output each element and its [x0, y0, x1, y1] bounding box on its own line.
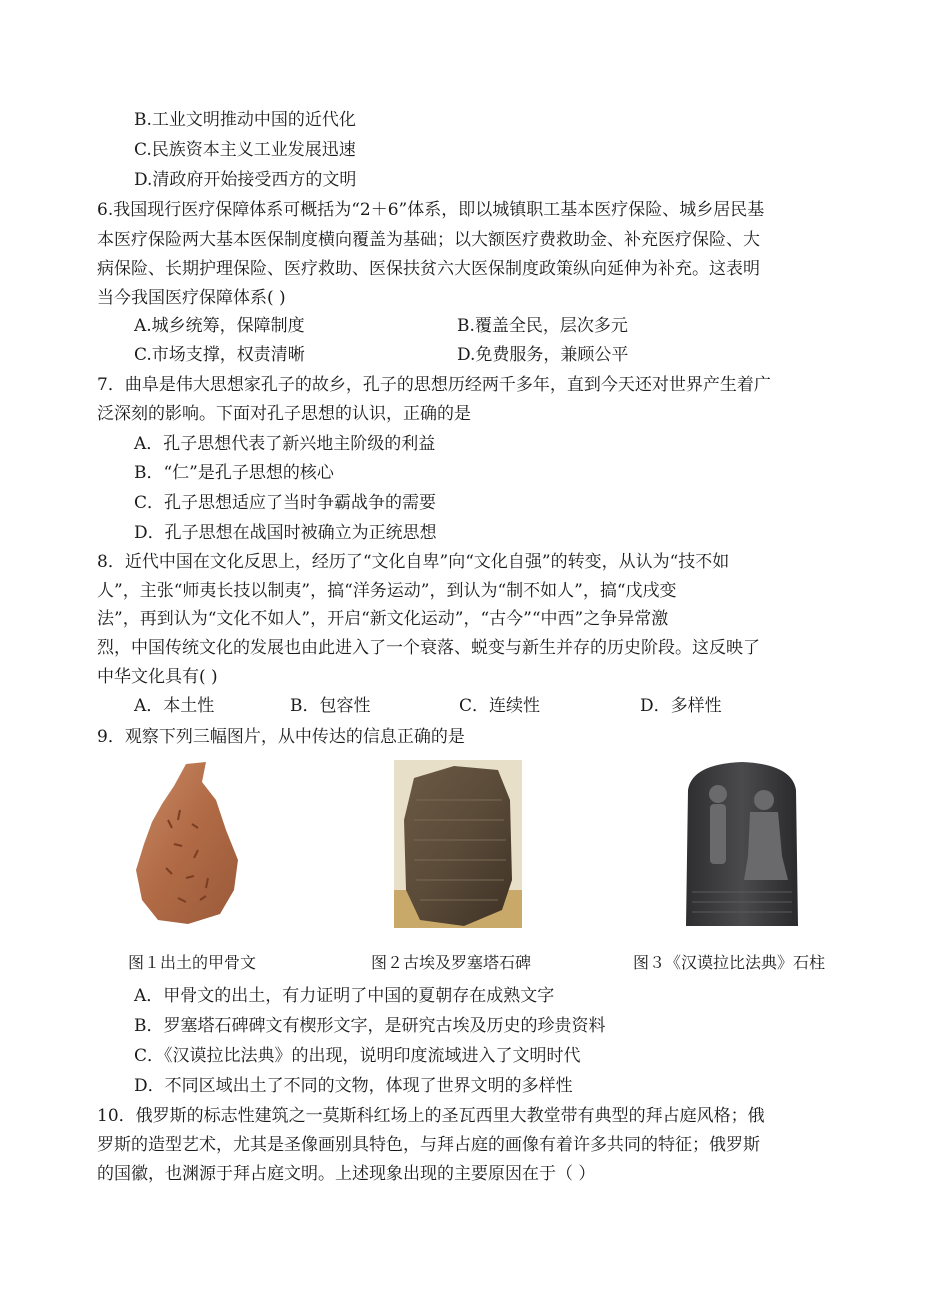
- q9-option-a: A．甲骨文的出土，有力证明了中国的夏朝存在成熟文字: [134, 986, 555, 1006]
- q9-option-b: B．罗塞塔石碑碑文有楔形文字，是研究古埃及历史的珍贵资料: [134, 1016, 606, 1036]
- q10-stem-line: 的国徽，也渊源于拜占庭文明。上述现象出现的主要原因在于（ ）: [97, 1164, 596, 1184]
- q7-option-a: A．孔子思想代表了新兴地主阶级的利益: [134, 434, 436, 454]
- q6-option-d: D.免费服务，兼顾公平: [457, 345, 629, 365]
- q8-option-c: C．连续性: [459, 696, 541, 716]
- q8-option-d: D．多样性: [640, 696, 722, 716]
- q8-stem-line: 中华文化具有( ): [97, 667, 218, 687]
- q8-stem-line: 烈，中国传统文化的发展也由此进入了一个衰落、蜕变与新生并存的历史阶段。这反映了: [97, 638, 760, 658]
- figure-1-caption: 图１出土的甲骨文: [128, 953, 257, 972]
- q9-option-d: D．不同区域出土了不同的文物，体现了世界文明的多样性: [134, 1076, 573, 1096]
- q5-option-d: D.清政府开始接受西方的文明: [134, 170, 357, 190]
- q8-stem-line: 8．近代中国在文化反思上，经历了“文化自卑”向“文化自强”的转变，从认为“技不如: [97, 552, 730, 572]
- q9-option-c: C．《汉谟拉比法典》的出现，说明印度流域进入了文明时代: [134, 1046, 581, 1066]
- q8-option-a: A．本土性: [134, 696, 215, 716]
- q8-stem-line: 人”，主张“师夷长技以制夷”，搞“洋务运动”，到认为“制不如人”，搞“戊戌变: [97, 581, 677, 601]
- q5-option-b: B.工业文明推动中国的近代化: [134, 110, 356, 130]
- q6-option-a: A.城乡统筹，保障制度: [134, 316, 305, 336]
- q9-stem: 9．观察下列三幅图片，从中传达的信息正确的是: [97, 727, 465, 747]
- oracle-bone-image: [128, 760, 248, 928]
- figure-3-caption: 图３《汉谟拉比法典》石柱: [633, 953, 826, 972]
- q7-option-d: D．孔子思想在战国时被确立为正统思想: [134, 523, 437, 543]
- q6-stem-line: 病保险、长期护理保险、医疗救助、医保扶贫六大医保制度政策纵向延伸为补充。这表明: [97, 259, 760, 279]
- hammurabi-stele-image: [678, 760, 806, 928]
- q10-stem-line: 罗斯的造型艺术，尤其是圣像画别具特色，与拜占庭的画像有着许多共同的特征；俄罗斯: [97, 1135, 760, 1155]
- q7-stem-line: 7．曲阜是伟大思想家孔子的故乡，孔子的思想历经两千多年，直到今天还对世界产生着广: [97, 375, 771, 395]
- q7-option-c: C．孔子思想适应了当时争霸战争的需要: [134, 493, 437, 513]
- q6-stem-line: 本医疗保险两大基本医保制度横向覆盖为基础；以大额医疗费救助金、补充医疗保险、大: [97, 230, 760, 250]
- q7-stem-line: 泛深刻的影响。下面对孔子思想的认识，正确的是: [97, 404, 471, 424]
- figure-2-caption: 图２古埃及罗塞塔石碑: [371, 953, 532, 972]
- q6-option-c: C.市场支撑，权责清晰: [134, 345, 305, 365]
- q5-option-c: C.民族资本主义工业发展迅速: [134, 140, 356, 160]
- q6-stem-line: 6.我国现行医疗保障体系可概括为“2＋6”体系，即以城镇职工基本医疗保险、城乡居民基: [97, 200, 765, 220]
- q6-option-b: B.覆盖全民，层次多元: [457, 316, 628, 336]
- q6-stem-line: 当今我国医疗保障体系( ): [97, 288, 286, 308]
- q7-option-b: B．“仁”是孔子思想的核心: [134, 463, 334, 483]
- q10-stem-line: 10．俄罗斯的标志性建筑之一莫斯科红场上的圣瓦西里大教堂带有典型的拜占庭风格；俄: [97, 1106, 765, 1126]
- rosetta-stone-image: [394, 760, 522, 928]
- q8-stem-line: 法”，再到认为“文化不如人”，开启“新文化运动”，“古今”“中西”之争异常激: [97, 609, 669, 629]
- q8-option-b: B．包容性: [290, 696, 371, 716]
